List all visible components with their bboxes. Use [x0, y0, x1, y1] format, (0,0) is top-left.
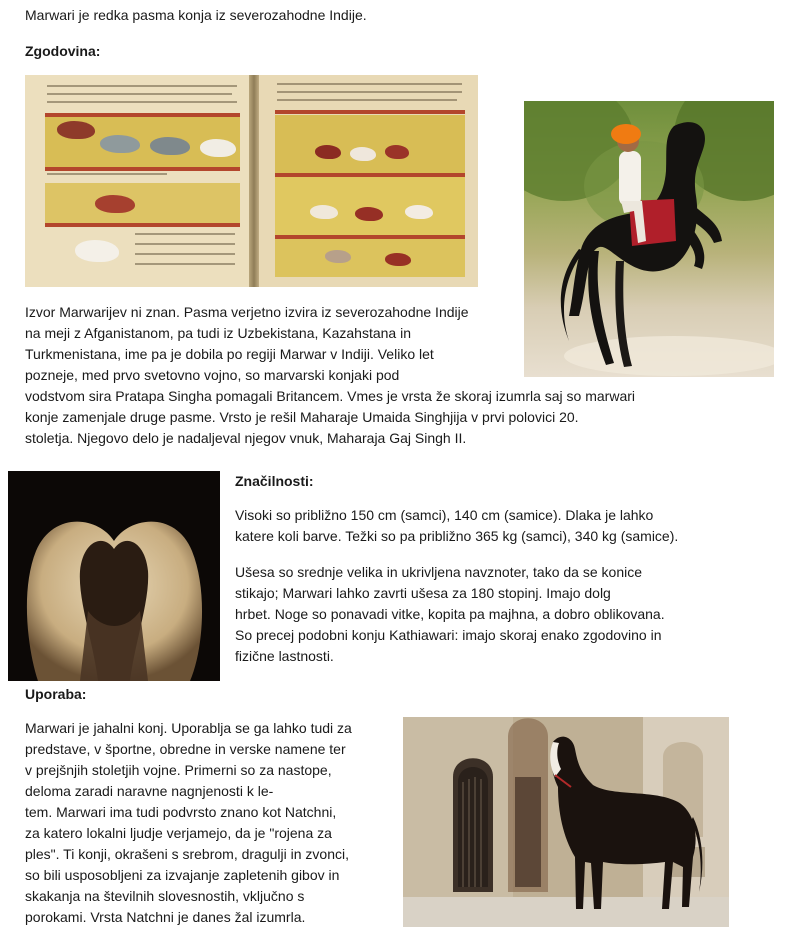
- characteristics-line: stikajo; Marwari lahko zavrti ušesa za 180 stopinj. Imajo dolg: [235, 585, 611, 601]
- usage-line: Marwari je jahalni konj. Uporablja se ga lahko tudi za: [25, 720, 352, 736]
- usage-line: za katero lokalni ljudje verjamejo, da je "rojena za: [25, 825, 332, 841]
- characteristics-paragraph-2: [235, 562, 665, 667]
- history-heading: Zgodovina:: [25, 43, 101, 59]
- characteristics-line: Ušesa so srednje velika in ukrivljena navznoter, tako da se konice: [235, 564, 642, 580]
- usage-paragraph: [25, 718, 352, 928]
- usage-line: v prejšnjih stoletjih vojne. Primerni so za nastope,: [25, 762, 332, 778]
- usage-heading: Uporaba:: [25, 686, 87, 702]
- history-line: pozneje, med prvo svetovno vojno, so marvarski konjaki pod: [25, 367, 400, 383]
- history-paragraph: [25, 302, 635, 449]
- history-line: na meji z Afganistanom, pa tudi iz Uzbekistana, Kazahstana in: [25, 325, 411, 341]
- history-line: vodstvom sira Pratapa Singha pomagali Britancem. Vmes je vrsta že skoraj izumrla saj so marwari: [25, 388, 636, 404]
- characteristics-heading: Značilnosti:: [235, 473, 314, 489]
- characteristics-line: fizične lastnosti.: [235, 648, 334, 664]
- intro-text: Marwari je redka pasma konja iz severozahodne Indije.: [25, 7, 367, 23]
- usage-line: so bili usposobljeni za izvajanje zapletenih gibov in: [25, 867, 340, 883]
- usage-line: tem. Marwari ima tudi podvrsto znano kot Natchni,: [25, 804, 337, 820]
- usage-line: predstave, v športne, obredne in verske namene ter: [25, 741, 346, 757]
- hoof-photo: [8, 471, 220, 681]
- characteristics-line: Visoki so približno 150 cm (samci), 140 cm (samice). Dlaka je lahko: [235, 507, 654, 523]
- usage-line: porokami. Vrsta Natchni je danes žal izumrla.: [25, 909, 306, 925]
- usage-line: skakanja na številnih slovesnostih, vključno s: [25, 888, 305, 904]
- history-line: stoletja. Njegovo delo je nadaljeval njegov vnuk, Maharaja Gaj Singh II.: [25, 430, 467, 446]
- history-line: Turkmenistana, ime pa je dobila po regiji Marwar v Indiji. Veliko let: [25, 346, 434, 362]
- history-line: Izvor Marwarijev ni znan. Pasma verjetno izvira iz severozahodne Indije: [25, 304, 469, 320]
- usage-line: deloma zaradi naravne nagnjenosti k le-: [25, 783, 274, 799]
- characteristics-paragraph-1: [235, 505, 678, 547]
- usage-line: ples". Ti konji, okrašeni s srebrom, dragulji in zvonci,: [25, 846, 349, 862]
- palace-horse-photo: [403, 717, 729, 927]
- characteristics-line: So precej podobni konju Kathiawari: imajo skoraj enako zgodovino in: [235, 627, 662, 643]
- characteristics-line: hrbet. Noge so ponavadi vitke, kopita pa majhna, a dobro oblikovana.: [235, 606, 665, 622]
- history-line: konje zamenjale druge pasme. Vrsto je rešil Maharaje Umaida Singhjija v prvi polovici 20.: [25, 409, 579, 425]
- manuscript-image: [25, 75, 478, 287]
- characteristics-line: katere koli barve. Težki so pa približno 365 kg (samci), 340 kg (samice).: [235, 528, 679, 544]
